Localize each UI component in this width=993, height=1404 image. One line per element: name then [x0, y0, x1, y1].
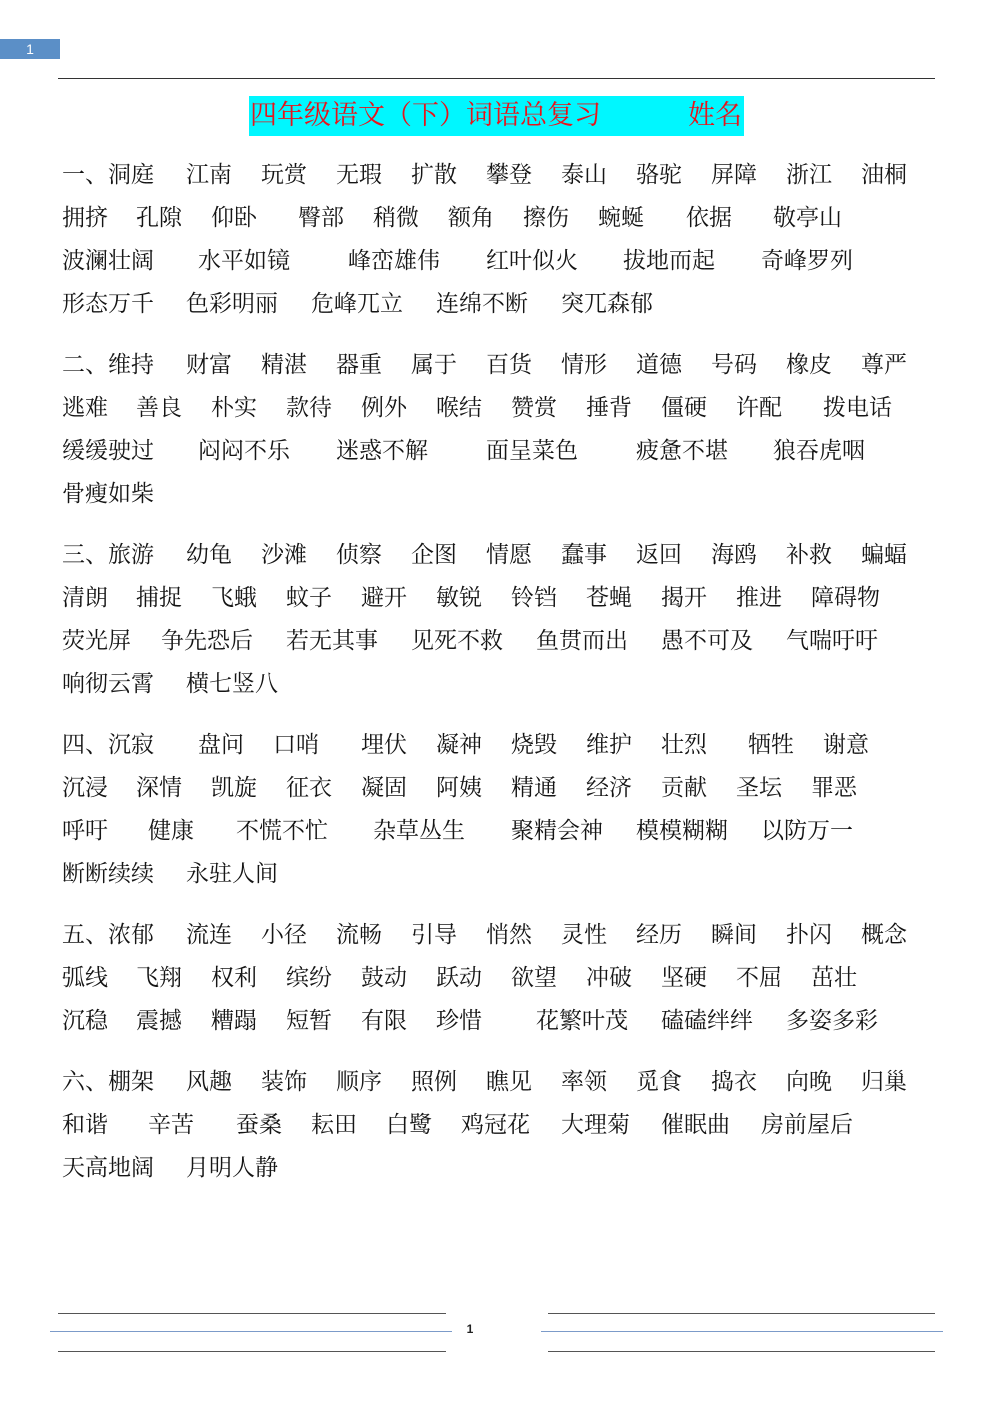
vocab-word: 沉浸 — [62, 775, 108, 801]
vocab-word: 蠢事 — [561, 542, 607, 568]
vocab-word: 经济 — [586, 775, 632, 801]
vocab-section-6 — [62, 1061, 942, 1190]
vocab-word: 罪恶 — [811, 775, 857, 801]
vocab-word: 飞蛾 — [211, 585, 257, 611]
vocab-section-5 — [62, 914, 942, 1043]
vocab-word: 聚精会神 — [511, 818, 603, 844]
vocab-row — [62, 1061, 942, 1104]
vocab-word: 灵性 — [561, 922, 607, 948]
vocab-word: 百货 — [486, 352, 532, 378]
vocab-word: 鱼贯而出 — [536, 628, 628, 654]
vocab-word: 概念 — [861, 922, 907, 948]
vocab-word: 一、洞庭 — [62, 162, 154, 188]
vocab-word: 催眠曲 — [661, 1112, 730, 1138]
vocab-word: 白鹭 — [386, 1112, 432, 1138]
vocab-word: 照例 — [411, 1069, 457, 1095]
vocab-word: 善良 — [136, 395, 182, 421]
vocab-word: 连绵不断 — [436, 291, 528, 317]
vocab-word: 引导 — [411, 922, 457, 948]
vocab-word: 例外 — [361, 395, 407, 421]
vocab-word: 三、旅游 — [62, 542, 154, 568]
vocab-word: 财富 — [186, 352, 232, 378]
vocab-word: 情愿 — [486, 542, 532, 568]
vocab-word: 情形 — [561, 352, 607, 378]
vocab-word: 不屈 — [736, 965, 782, 991]
vocab-word: 谢意 — [823, 732, 869, 758]
vocab-word: 拨电话 — [823, 395, 892, 421]
vocab-word: 流畅 — [336, 922, 382, 948]
vocab-word: 珍惜 — [436, 1008, 482, 1034]
vocab-word: 瞧见 — [486, 1069, 532, 1095]
vocab-word: 骆驼 — [636, 162, 682, 188]
vocab-word: 缓缓驶过 — [62, 438, 154, 464]
vocab-word: 悄然 — [486, 922, 532, 948]
page-number-tab: 1 — [0, 39, 60, 59]
vocab-word: 危峰兀立 — [311, 291, 403, 317]
vocab-word: 小径 — [261, 922, 307, 948]
vocab-word: 侦察 — [336, 542, 382, 568]
vocab-word: 沙滩 — [261, 542, 307, 568]
vocab-word: 坚硬 — [661, 965, 707, 991]
vocab-row — [62, 724, 942, 767]
vocab-word: 鸡冠花 — [461, 1112, 530, 1138]
footer-rule — [58, 1313, 446, 1314]
vocab-word: 铃铛 — [511, 585, 557, 611]
vocab-word: 埋伏 — [361, 732, 407, 758]
vocab-word: 六、棚架 — [62, 1069, 154, 1095]
vocab-word: 不慌不忙 — [236, 818, 328, 844]
vocab-word: 横七竖八 — [186, 671, 278, 697]
vocab-word: 装饰 — [261, 1069, 307, 1095]
vocab-word: 短暂 — [286, 1008, 332, 1034]
vocab-word: 号码 — [711, 352, 757, 378]
vocab-word: 若无其事 — [286, 628, 378, 654]
footer-rule — [548, 1351, 935, 1352]
vocab-word: 花繁叶茂 — [536, 1008, 628, 1034]
vocab-word: 瞬间 — [711, 922, 757, 948]
vocab-word: 海鸥 — [711, 542, 757, 568]
vocab-word: 断断续续 — [62, 861, 154, 887]
vocab-word: 弧线 — [62, 965, 108, 991]
vocab-section-3 — [62, 534, 942, 706]
vocab-section-2 — [62, 344, 942, 516]
vocab-word: 率领 — [561, 1069, 607, 1095]
vocab-word: 蚊子 — [286, 585, 332, 611]
vocab-word: 玩赏 — [261, 162, 307, 188]
vocab-word: 器重 — [336, 352, 382, 378]
vocab-word: 二、维持 — [62, 352, 154, 378]
vocab-word: 企图 — [411, 542, 457, 568]
vocab-word: 拥挤 — [62, 205, 108, 231]
vocab-word: 峰峦雄伟 — [348, 248, 440, 274]
vocab-word: 精通 — [511, 775, 557, 801]
vocab-word: 凯旋 — [211, 775, 257, 801]
vocab-word: 扑闪 — [786, 922, 832, 948]
vocab-word: 揭开 — [661, 585, 707, 611]
vocab-word: 捕捉 — [136, 585, 182, 611]
vocab-word: 荧光屏 — [62, 628, 131, 654]
vocab-word: 障碍物 — [811, 585, 880, 611]
vocab-word: 沉稳 — [62, 1008, 108, 1034]
vocab-row — [62, 534, 942, 577]
vocab-row — [62, 283, 942, 326]
vocab-row — [62, 810, 942, 853]
vocab-word: 无瑕 — [336, 162, 382, 188]
vocab-word: 阿姨 — [436, 775, 482, 801]
vocab-word: 冲破 — [586, 965, 632, 991]
vocab-word: 经历 — [636, 922, 682, 948]
vocab-word: 许配 — [736, 395, 782, 421]
vocab-word: 天高地阔 — [62, 1155, 154, 1181]
vocab-word: 骨瘦如柴 — [62, 481, 154, 507]
footer-rule — [50, 1331, 452, 1332]
vocab-word: 权利 — [211, 965, 257, 991]
vocab-word: 茁壮 — [811, 965, 857, 991]
vocab-word: 依据 — [686, 205, 732, 231]
vocab-word: 浙江 — [786, 162, 832, 188]
vocab-word: 拔地而起 — [623, 248, 715, 274]
vocab-word: 向晚 — [786, 1069, 832, 1095]
vocab-word: 贡献 — [661, 775, 707, 801]
vocab-word: 欲望 — [511, 965, 557, 991]
vocab-word: 缤纷 — [286, 965, 332, 991]
vocab-section-4 — [62, 724, 942, 896]
vocab-word: 苍蝇 — [586, 585, 632, 611]
vocab-row — [62, 1104, 942, 1147]
vocab-row — [62, 620, 942, 663]
vocab-word: 辛苦 — [148, 1112, 194, 1138]
vocab-word: 飞翔 — [136, 965, 182, 991]
name-label: 姓名 — [688, 100, 742, 131]
vocab-row — [62, 473, 942, 516]
vocab-word: 泰山 — [561, 162, 607, 188]
vocab-row — [62, 387, 942, 430]
vocab-word: 补救 — [786, 542, 832, 568]
vocab-word: 赞赏 — [511, 395, 557, 421]
vocab-word: 大理菊 — [561, 1112, 630, 1138]
vocab-word: 突兀森郁 — [561, 291, 653, 317]
vocab-word: 朴实 — [211, 395, 257, 421]
vocab-word: 臀部 — [298, 205, 344, 231]
vocab-row — [62, 577, 942, 620]
vocab-word: 迷惑不解 — [336, 438, 428, 464]
vocab-row — [62, 767, 942, 810]
footer-rule — [541, 1331, 943, 1332]
vocab-word: 款待 — [286, 395, 332, 421]
vocab-word: 归巢 — [861, 1069, 907, 1095]
vocab-word: 烧毁 — [511, 732, 557, 758]
vocab-word: 面呈菜色 — [486, 438, 578, 464]
vocab-word: 牺牲 — [748, 732, 794, 758]
footer-rule — [548, 1313, 935, 1314]
vocab-word: 深情 — [136, 775, 182, 801]
vocab-row — [62, 154, 942, 197]
vocab-word: 屏障 — [711, 162, 757, 188]
vocab-word: 圣坛 — [736, 775, 782, 801]
vocab-word: 气喘吁吁 — [786, 628, 878, 654]
vocab-word: 和谐 — [62, 1112, 108, 1138]
worksheet-title — [249, 96, 744, 136]
vocab-row — [62, 914, 942, 957]
vocab-word: 呼吁 — [62, 818, 108, 844]
vocab-word: 蜿蜒 — [598, 205, 644, 231]
vocab-word: 争先恐后 — [161, 628, 253, 654]
vocab-row — [62, 430, 942, 473]
vocab-word: 顺序 — [336, 1069, 382, 1095]
vocab-word: 尊严 — [861, 352, 907, 378]
vocab-word: 额角 — [448, 205, 494, 231]
vocab-word: 耘田 — [311, 1112, 357, 1138]
vocab-word: 征衣 — [286, 775, 332, 801]
vocab-word: 幼龟 — [186, 542, 232, 568]
vocab-word: 闷闷不乐 — [198, 438, 290, 464]
vocab-word: 五、浓郁 — [62, 922, 154, 948]
vocab-word: 色彩明丽 — [186, 291, 278, 317]
vocab-word: 蚕桑 — [236, 1112, 282, 1138]
vocab-row — [62, 957, 942, 1000]
vocab-word: 精湛 — [261, 352, 307, 378]
vocab-word: 流连 — [186, 922, 232, 948]
vocab-row — [62, 240, 942, 283]
vocab-word: 糟蹋 — [211, 1008, 257, 1034]
footer-rule — [58, 1351, 446, 1352]
vocab-word: 愚不可及 — [661, 628, 753, 654]
vocab-word: 波澜壮阔 — [62, 248, 154, 274]
vocab-word: 响彻云霄 — [62, 671, 154, 697]
vocab-word: 多姿多彩 — [786, 1008, 878, 1034]
vocab-row — [62, 853, 942, 896]
vocab-word: 四、沉寂 — [62, 732, 154, 758]
vocab-word: 清朗 — [62, 585, 108, 611]
vocab-word: 鼓动 — [361, 965, 407, 991]
vocab-word: 凝神 — [436, 732, 482, 758]
vocab-row — [62, 197, 942, 240]
vocab-word: 橡皮 — [786, 352, 832, 378]
vocab-word: 油桐 — [861, 162, 907, 188]
vocab-word: 敬亭山 — [773, 205, 842, 231]
vocab-word: 捶背 — [586, 395, 632, 421]
vocab-word: 盘问 — [198, 732, 244, 758]
vocab-section-1 — [62, 154, 942, 326]
vocab-word: 喉结 — [436, 395, 482, 421]
vocab-word: 稍微 — [373, 205, 419, 231]
vocab-word: 月明人静 — [186, 1155, 278, 1181]
vocab-word: 房前屋后 — [761, 1112, 853, 1138]
vocab-word: 形态万千 — [62, 291, 154, 317]
vocab-row — [62, 663, 942, 706]
vocab-word: 永驻人间 — [186, 861, 278, 887]
footer-page-number: 1 — [466, 1322, 474, 1336]
vocab-word: 震撼 — [136, 1008, 182, 1034]
vocab-word: 仰卧 — [211, 205, 257, 231]
title-text: 四年级语文（下）词语总复习 — [250, 100, 601, 131]
vocab-word: 捣衣 — [711, 1069, 757, 1095]
vocab-word: 见死不救 — [411, 628, 503, 654]
vocab-word: 跃动 — [436, 965, 482, 991]
vocab-word: 扩散 — [411, 162, 457, 188]
vocab-word: 杂草丛生 — [373, 818, 465, 844]
vocab-word: 觅食 — [636, 1069, 682, 1095]
vocab-word: 蝙蝠 — [861, 542, 907, 568]
vocab-word: 攀登 — [486, 162, 532, 188]
vocab-word: 敏锐 — [436, 585, 482, 611]
vocab-word: 口哨 — [273, 732, 319, 758]
vocab-row — [62, 1147, 942, 1190]
vocab-word: 狼吞虎咽 — [773, 438, 865, 464]
vocab-word: 返回 — [636, 542, 682, 568]
vocab-word: 孔隙 — [136, 205, 182, 231]
vocab-word: 道德 — [636, 352, 682, 378]
vocab-word: 江南 — [186, 162, 232, 188]
vocab-word: 模模糊糊 — [636, 818, 728, 844]
vocab-row — [62, 344, 942, 387]
vocab-row — [62, 1000, 942, 1043]
vocab-word: 风趣 — [186, 1069, 232, 1095]
vocab-word: 健康 — [148, 818, 194, 844]
header-rule — [58, 78, 935, 79]
vocab-word: 水平如镜 — [198, 248, 290, 274]
vocab-word: 奇峰罗列 — [761, 248, 853, 274]
vocab-word: 僵硬 — [661, 395, 707, 421]
vocab-word: 避开 — [361, 585, 407, 611]
vocab-word: 有限 — [361, 1008, 407, 1034]
vocab-word: 疲惫不堪 — [636, 438, 728, 464]
vocab-word: 红叶似火 — [486, 248, 578, 274]
vocab-word: 凝固 — [361, 775, 407, 801]
vocab-word: 逃难 — [62, 395, 108, 421]
vocab-word: 推进 — [736, 585, 782, 611]
vocab-word: 擦伤 — [523, 205, 569, 231]
vocab-word: 以防万一 — [761, 818, 853, 844]
vocab-word: 维护 — [586, 732, 632, 758]
vocab-word: 属于 — [411, 352, 457, 378]
vocab-word: 壮烈 — [661, 732, 707, 758]
vocab-word: 磕磕绊绊 — [661, 1008, 753, 1034]
